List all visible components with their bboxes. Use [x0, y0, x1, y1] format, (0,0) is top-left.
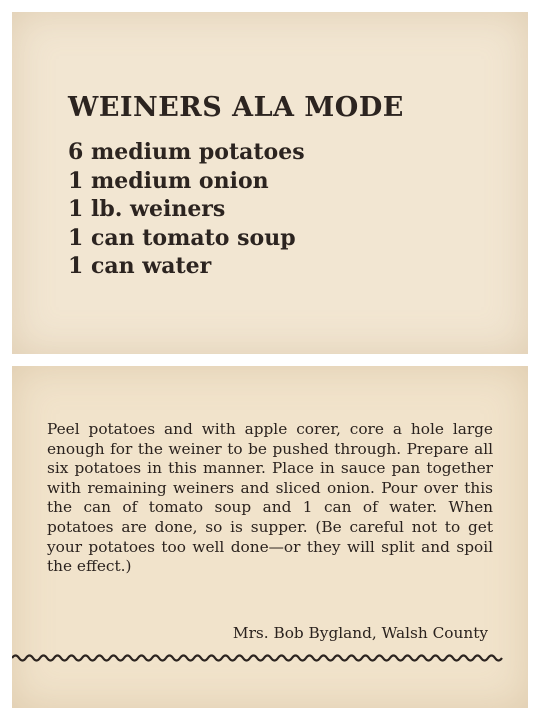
recipe-instructions-card	[12, 366, 528, 708]
wavy-divider	[12, 652, 528, 664]
recipe-title-card	[12, 12, 528, 354]
ingredient-item: 6 medium potatoes	[68, 139, 305, 165]
recipe-title: WEINERS ALA MODE	[68, 92, 404, 123]
recipe-attribution: Mrs. Bob Bygland, Walsh County	[232, 624, 488, 642]
ingredient-item: 1 can water	[68, 253, 212, 279]
ingredient-list	[68, 138, 305, 281]
ingredient-item: 1 medium onion	[68, 167, 269, 194]
instructions-text: Peel potatoes and with apple corer, core a hole large enough for the weiner to be pushed through. Prepare all six potatoes in this manner. Place in sauce pan together with remaining weiners and sliced onion. Pour over this the can of tomato soup and 1 can of water. When potatoes are done, so is supper. (Be careful not to get your potatoes too well done—or they will split and spoil the effect.)	[47, 420, 493, 576]
ingredient-item: 1 lb. weiners	[68, 196, 226, 222]
ingredient-item: 1 can tomato soup	[68, 224, 296, 251]
